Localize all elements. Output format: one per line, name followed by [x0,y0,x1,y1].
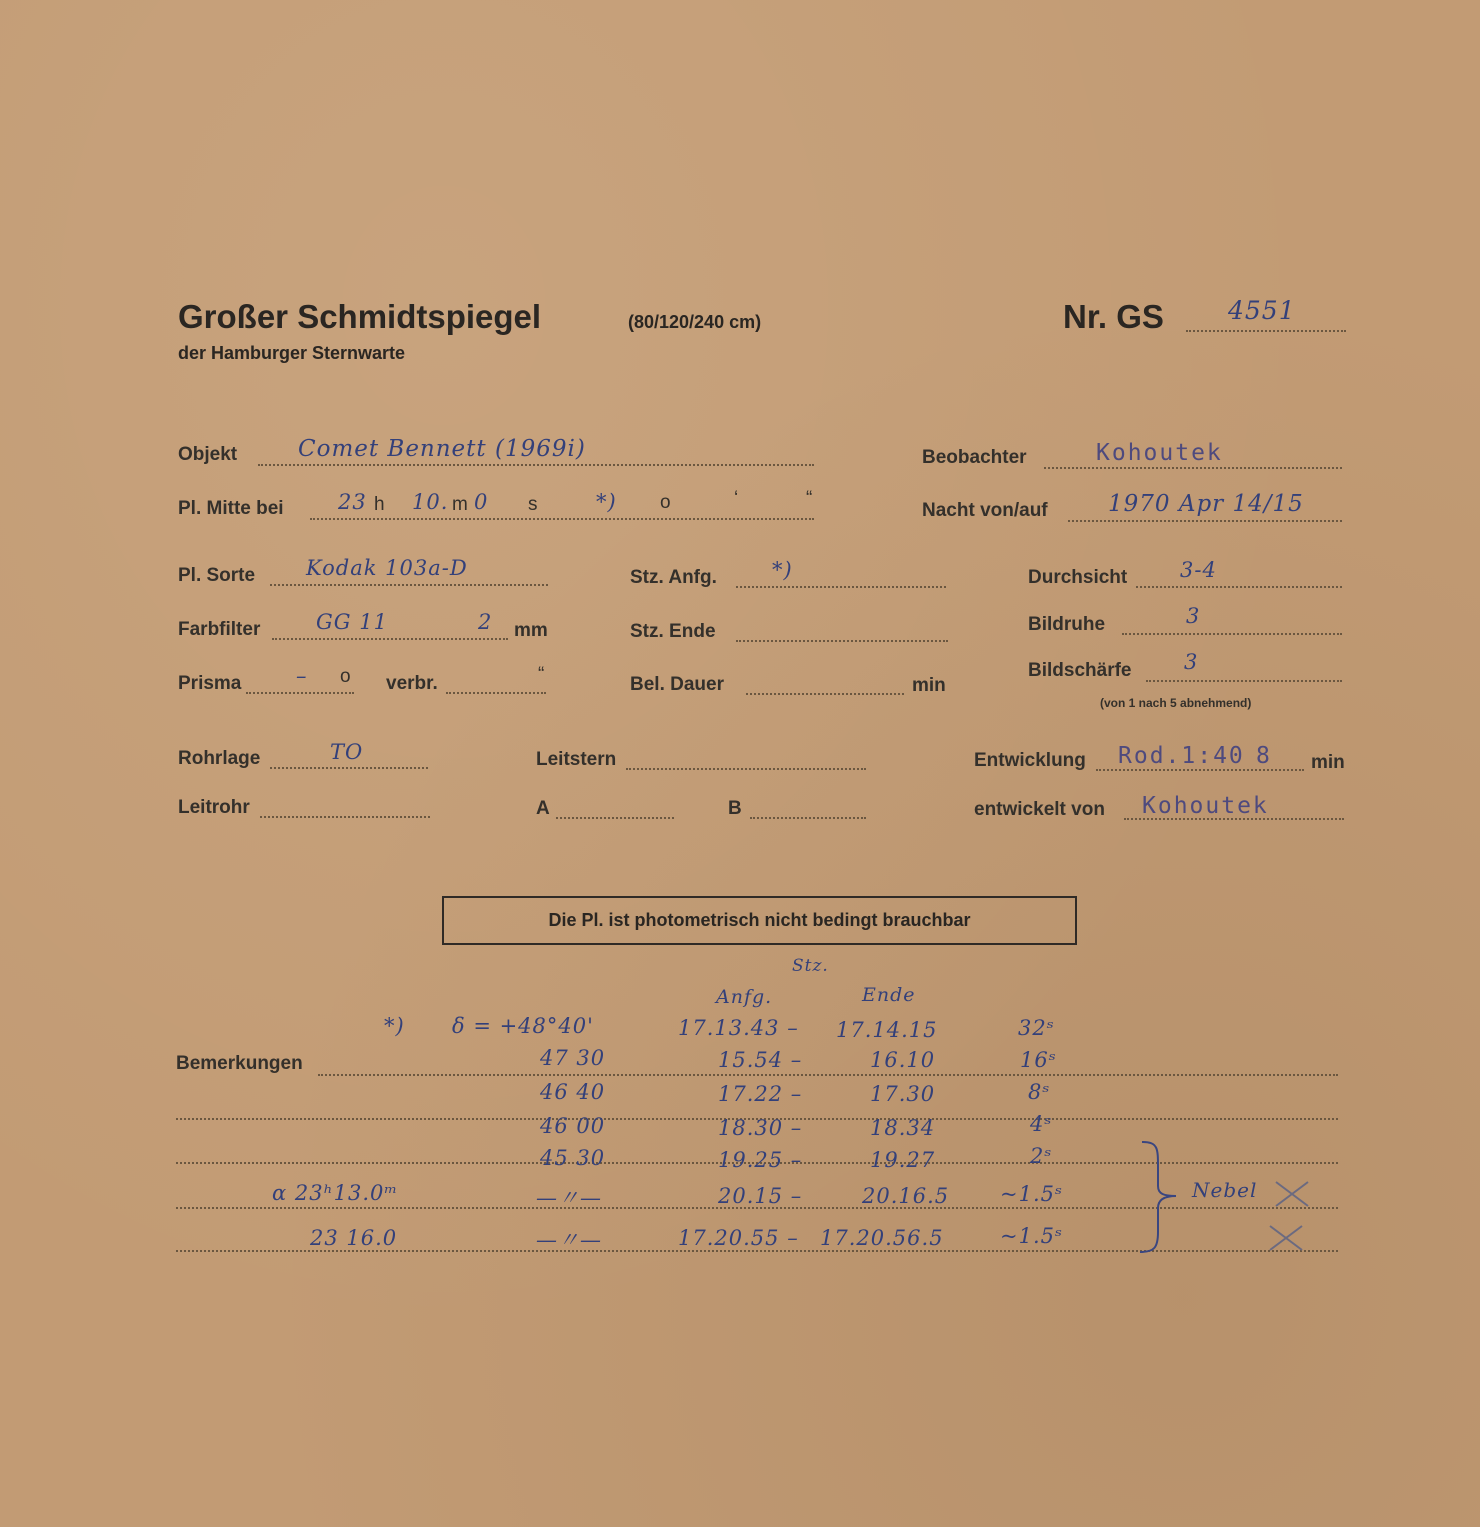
form-title: Großer Schmidtspiegel [178,298,542,335]
remark-position: —〃— [536,1228,602,1252]
plate-number-value: 4551 [1228,296,1296,325]
remark-mark: α 23ʰ13.0ᵐ [272,1181,399,1205]
remark-start: 18.30 – [718,1116,803,1140]
remarks-head-ende: Ende [862,984,916,1006]
farbfilter-mm-value: 2 [478,610,493,634]
prisma-verbr-label: verbr. [386,673,438,694]
remark-duration: ~1.5ˢ [1000,1182,1064,1206]
photometric-verdict-box [442,896,1077,945]
entwicklung-unit: min [1311,752,1345,773]
rohrlage-label: Rohrlage [178,748,261,769]
entwicklung-value: Rod.1:40 [1118,743,1245,769]
objekt-value: Comet Bennett (1969i) [298,436,586,462]
b-label: B [728,798,742,819]
remark-end: 17.20.56.5 [820,1226,944,1250]
pl-mitte-m-unit: m [452,494,468,515]
remark-start: 19.25 – [718,1148,803,1172]
farbfilter-line [272,638,508,640]
remark-duration: 8ˢ [1028,1080,1051,1104]
pl-mitte-dec-value: *) [596,490,617,514]
pl-mitte-h-unit: h [374,494,385,515]
remark-duration: 4ˢ [1030,1112,1053,1136]
remark-mark: 23 16.0 [310,1226,398,1250]
nacht-value: 1970 Apr 14/15 [1108,491,1304,517]
bildschaerfe-line [1146,680,1342,682]
leitstern-label: Leitstern [536,749,617,770]
curly-brace-icon [1136,1138,1186,1256]
stz-ende-label: Stz. Ende [630,621,716,642]
remarks-head-anfg: Anfg. [716,986,773,1008]
leitrohr-line [260,816,430,818]
remark-end: 17.30 [870,1082,936,1106]
farbfilter-value: GG 11 [316,610,388,634]
bildschaerfe-scale-note: (von 1 nach 5 abnehmend) [1100,696,1252,710]
pl-mitte-h-value: 23 [338,490,367,514]
stz-anfg-label: Stz. Anfg. [630,567,717,588]
stz-anfg-value: *) [772,558,793,582]
pl-mitte-min-unit: ‘ [734,488,739,509]
entwicklung-label: Entwicklung [974,750,1086,771]
pl-mitte-m-value: 10. [412,490,449,514]
remark-start: 20.15 – [718,1184,803,1208]
form-title-dims: (80/120/240 cm) [628,312,762,332]
bildruhe-label: Bildruhe [1028,614,1106,635]
remark-duration: 32ˢ [1018,1016,1055,1040]
rohrlage-line [270,767,428,769]
pl-mitte-sec-unit: “ [806,488,813,509]
beobachter-label: Beobachter [922,447,1027,468]
nacht-label: Nacht von/auf [922,500,1048,521]
entwickelt-value: Kohoutek [1142,793,1269,819]
entwickelt-line [1124,818,1344,820]
beobachter-value: Kohoutek [1096,440,1223,466]
remarks-line-1 [318,1074,1338,1076]
remark-end: 18.34 [870,1116,936,1140]
remark-end: 16.10 [870,1048,936,1072]
prisma-verbr-line [446,692,546,694]
entwicklung-min-value: 8 [1256,743,1272,769]
prisma-value: – [296,664,308,688]
remark-end: 20.16.5 [862,1184,950,1208]
remark-duration: 2ˢ [1030,1144,1053,1168]
pl-mitte-s-value: 0 [474,490,489,514]
prisma-deg-unit: o [340,666,351,687]
objekt-line [258,464,814,466]
bildruhe-value: 3 [1186,604,1201,628]
bel-dauer-unit: min [912,675,946,696]
cross-mark-icon [1266,1222,1306,1254]
rohrlage-value: TO [330,740,364,764]
pl-mitte-s-unit: s [528,494,538,515]
prisma-verbr-unit: “ [538,664,545,685]
remark-start: 17.13.43 – [678,1016,799,1040]
pl-sorte-value: Kodak 103a-D [306,556,468,580]
leitstern-line [626,768,866,770]
remark-position: 45 30 [540,1146,606,1170]
durchsicht-label: Durchsicht [1028,567,1128,588]
durchsicht-value: 3-4 [1180,558,1217,582]
bildschaerfe-label: Bildschärfe [1028,660,1132,681]
stz-ende-line [736,640,948,642]
bildschaerfe-value: 3 [1184,650,1199,674]
remark-duration: ~1.5ˢ [1000,1224,1064,1248]
pl-sorte-line [270,584,548,586]
bel-dauer-label: Bel. Dauer [630,674,724,695]
bildruhe-line [1122,633,1342,635]
bemerkungen-label: Bemerkungen [176,1053,303,1074]
leitrohr-label: Leitrohr [178,797,250,818]
remark-position: δ = +48°40' [452,1014,594,1038]
remark-mark: *) [384,1014,405,1038]
remarks-head-stz: Stz. [792,956,829,976]
b-line [750,817,866,819]
remark-position: 46 40 [540,1080,606,1104]
remark-start: 17.22 – [718,1082,803,1106]
a-label: A [536,798,550,819]
photometric-verdict-text: Die Pl. ist photometrisch nicht bedingt brauchbar [548,910,971,930]
objekt-label: Objekt [178,444,238,465]
pl-mitte-line [310,518,814,520]
prisma-label: Prisma [178,673,242,694]
beobachter-line [1044,467,1342,469]
farbfilter-unit: mm [514,620,548,641]
remarks-side-note: Nebel [1192,1178,1258,1202]
form-subtitle: der Hamburger Sternwarte [178,343,406,363]
bel-dauer-line [746,693,904,695]
pl-mitte-label: Pl. Mitte bei [178,498,284,519]
prisma-line [246,692,354,694]
durchsicht-line [1136,586,1342,588]
pl-mitte-deg-unit: o [660,492,671,513]
entwicklung-line [1096,769,1304,771]
plate-number-line [1186,330,1346,332]
a-line [556,817,674,819]
pl-sorte-label: Pl. Sorte [178,565,256,586]
farbfilter-label: Farbfilter [178,619,261,640]
remark-position: 46 00 [540,1114,606,1138]
remark-start: 17.20.55 – [678,1226,799,1250]
remark-start: 15.54 – [718,1048,803,1072]
plate-number-label: Nr. GS [1063,298,1164,335]
remark-duration: 16ˢ [1020,1048,1057,1072]
remark-position: 47 30 [540,1046,606,1070]
remark-end: 17.14.15 [836,1018,938,1042]
stz-anfg-line [736,586,946,588]
remark-end: 19.27 [870,1148,936,1172]
cross-mark-icon [1272,1178,1312,1210]
entwickelt-label: entwickelt von [974,799,1105,820]
nacht-line [1068,520,1342,522]
remark-position: —〃— [536,1186,602,1210]
